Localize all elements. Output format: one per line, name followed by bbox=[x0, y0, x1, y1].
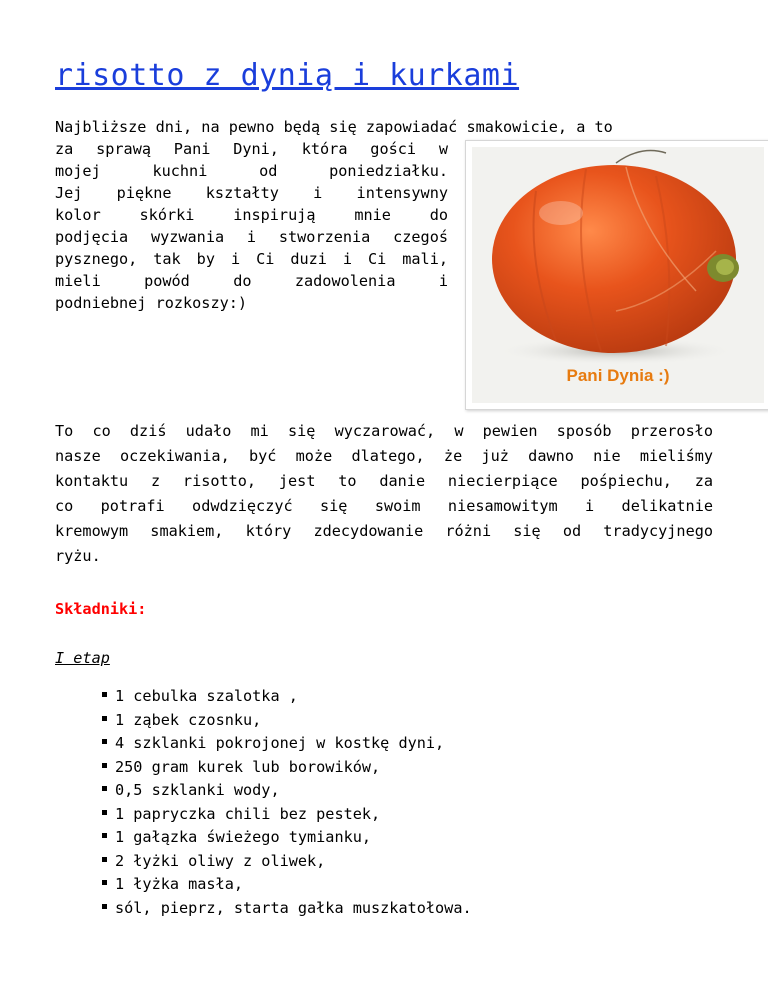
intro-line: podjęcia wyzwania i stworzenia czegoś bbox=[55, 228, 448, 246]
list-item bbox=[102, 873, 472, 897]
paragraph-line: kontaktu z risotto, jest to danie niecierpiące pośpiechu, za bbox=[55, 472, 713, 490]
list-item bbox=[102, 826, 472, 850]
bullet-icon bbox=[102, 880, 107, 885]
intro-line: mojej kuchni od poniedziałku. bbox=[55, 162, 448, 180]
ingredients-heading: Składniki: bbox=[55, 600, 147, 618]
pumpkin-highlight bbox=[539, 201, 583, 225]
pumpkin-body bbox=[492, 165, 736, 353]
bullet-icon bbox=[102, 716, 107, 721]
intro-line: mieli powód do zadowolenia i bbox=[55, 272, 448, 290]
list-item bbox=[102, 709, 472, 733]
bullet-icon bbox=[102, 810, 107, 815]
ingredient-text: 0,5 szklanki wody, bbox=[115, 781, 280, 799]
intro-first-line: Najbliższe dni, na pewno będą się zapowiadać smakowicie, a to bbox=[55, 118, 613, 136]
list-item bbox=[102, 897, 472, 921]
vine-tendril bbox=[616, 151, 666, 163]
paragraph-line: nasze oczekiwania, być może dlatego, że już dawno nie mieliśmy bbox=[55, 447, 713, 465]
ingredient-text: 1 łyżka masła, bbox=[115, 875, 244, 893]
intro-line: Jej piękne kształty i intensywny bbox=[55, 184, 448, 202]
bullet-icon bbox=[102, 692, 107, 697]
pumpkin-stem-center bbox=[716, 259, 734, 275]
ingredient-text: sól, pieprz, starta gałka muszkatołowa. bbox=[115, 898, 472, 917]
ingredient-text: 1 gałązka świeżego tymianku, bbox=[115, 828, 372, 846]
ingredient-text: 1 ząbek czosnku, bbox=[115, 710, 262, 729]
pumpkin-image bbox=[466, 141, 768, 366]
paragraph-line: To co dziś udało mi się wyczarować, w pewien sposób przerosło bbox=[55, 422, 713, 440]
list-item bbox=[102, 685, 472, 709]
list-item bbox=[102, 850, 472, 874]
intro-line: pysznego, tak by i Ci duzi i Ci mali, bbox=[55, 250, 448, 268]
intro-paragraph bbox=[55, 138, 448, 314]
ingredients-list bbox=[102, 685, 472, 920]
paragraph-line: kremowym smakiem, który zdecydowanie różni się od tradycyjnego bbox=[55, 522, 713, 540]
ingredient-text: 1 papryczka chili bez pestek, bbox=[115, 804, 381, 823]
bullet-icon bbox=[102, 857, 107, 862]
list-item bbox=[102, 756, 472, 780]
pumpkin-photo[interactable] bbox=[465, 140, 768, 410]
ingredient-text: 4 szklanki pokrojonej w kostkę dyni, bbox=[115, 734, 445, 752]
stage-heading: I etap bbox=[55, 649, 110, 667]
list-item bbox=[102, 732, 472, 756]
bullet-icon bbox=[102, 739, 107, 744]
photo-caption: Pani Dynia :) bbox=[566, 366, 670, 385]
bullet-icon bbox=[102, 904, 107, 909]
ingredient-text: 1 cebulka szalotka , bbox=[115, 687, 298, 705]
intro-line: podniebnej rozkoszy:) bbox=[55, 294, 248, 312]
bullet-icon bbox=[102, 763, 107, 768]
bullet-icon bbox=[102, 786, 107, 791]
post-title-link[interactable]: risotto z dynią i kurkami bbox=[55, 58, 520, 93]
list-item bbox=[102, 803, 472, 827]
paragraph-line: ryżu. bbox=[55, 547, 101, 565]
ingredient-text: 250 gram kurek lub borowików, bbox=[115, 757, 381, 776]
intro-line: kolor skórki inspirują mnie do bbox=[55, 206, 448, 224]
paragraph-line: co potrafi odwdzięczyć się swoim niesamowitym i delikatnie bbox=[55, 497, 713, 515]
second-paragraph bbox=[55, 419, 713, 569]
list-item bbox=[102, 779, 472, 803]
ingredient-text: 2 łyżki oliwy z oliwek, bbox=[115, 851, 326, 870]
intro-line: za sprawą Pani Dyni, która gości w bbox=[55, 140, 448, 158]
bullet-icon bbox=[102, 833, 107, 838]
